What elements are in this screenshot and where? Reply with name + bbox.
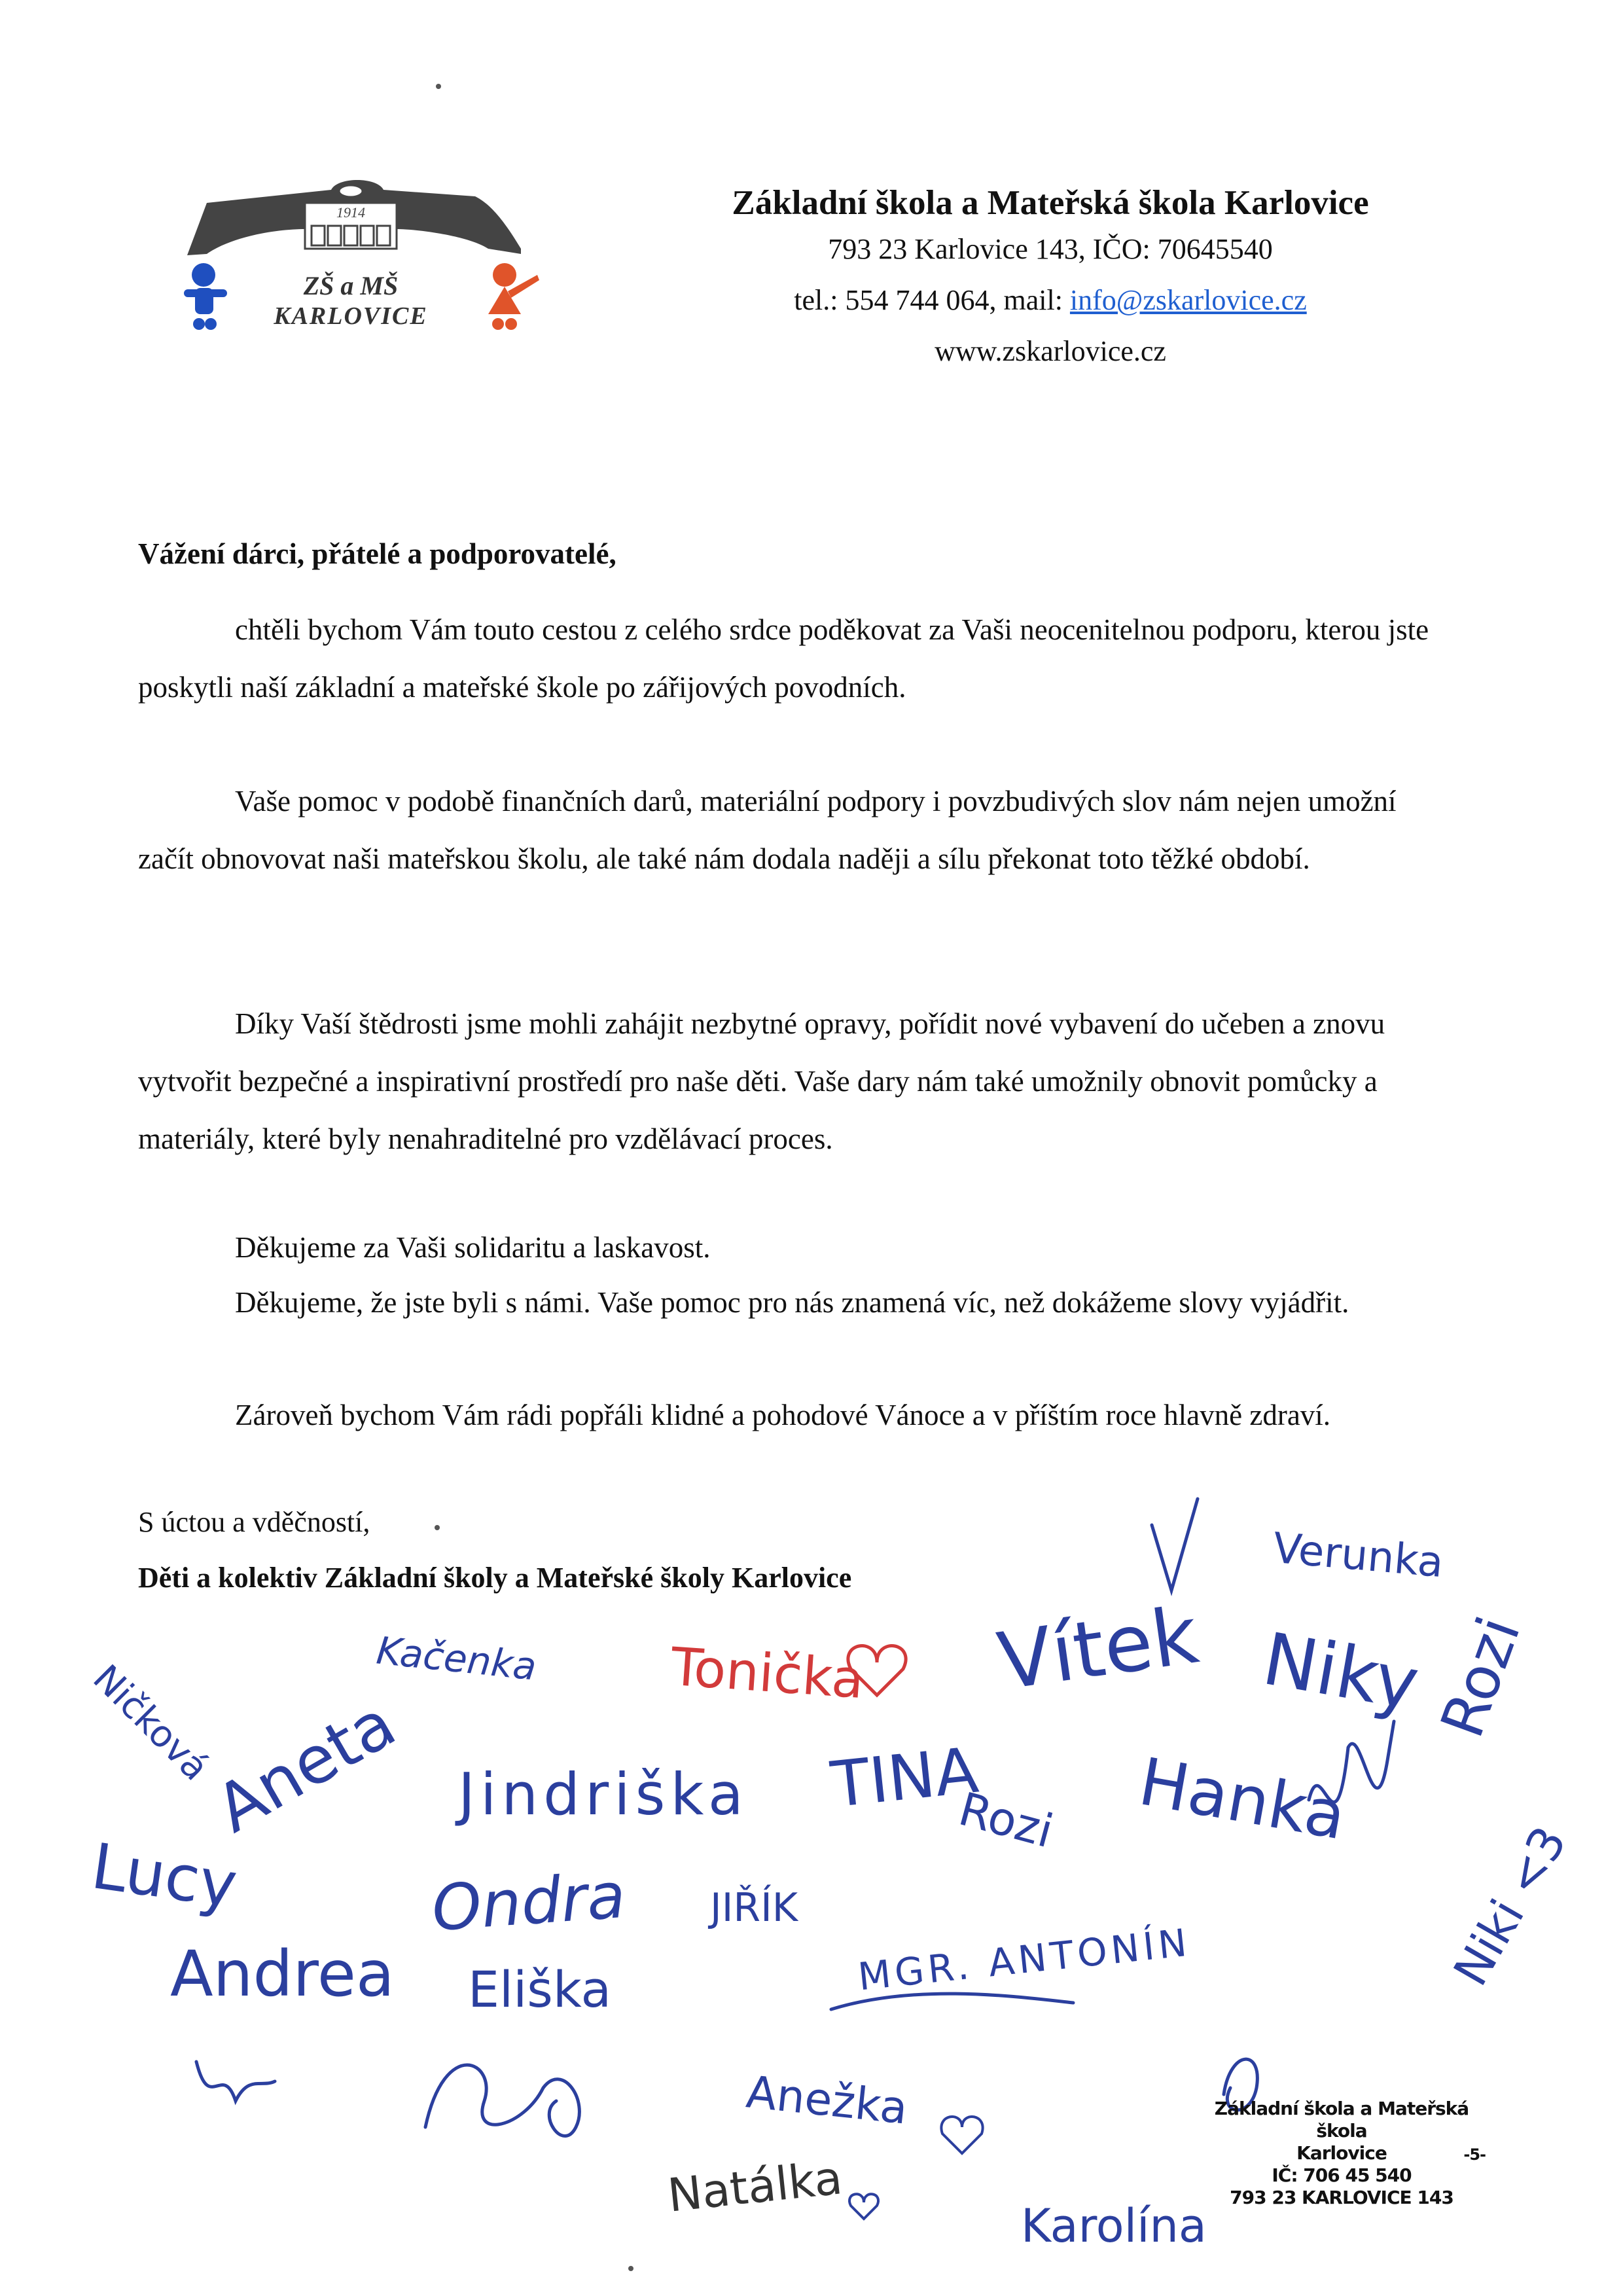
paragraph-2: Vaše pomoc v podobě finančních darů, materiální podpory i povzbudivých slov nám nejen umožní začít obnovovat naši mateřskou školu, ale také nám dodala naději a sílu překonat toto těžké období.: [138, 785, 1397, 875]
handwritten-name: Kačenka: [374, 1628, 539, 1689]
email-link[interactable]: info@zskarlovice.cz: [1069, 284, 1307, 316]
school-logo: [181, 177, 547, 347]
school-contact: [681, 275, 1420, 326]
school-web: www.zskarlovice.cz: [935, 335, 1166, 367]
handwritten-name: JIŘÍK: [710, 1885, 798, 1931]
logo-line1: ZŠ a MŠ: [303, 271, 399, 300]
handwritten-name: Hanka: [1133, 1743, 1352, 1855]
stamp-line-1: Základní škola a Mateřská škola: [1214, 2098, 1469, 2142]
handwritten-name: Natálka: [665, 2151, 845, 2223]
handwritten-name: Karolína: [1021, 2199, 1207, 2253]
school-address: 793 23 Karlovice 143, IČO: 70645540: [828, 233, 1273, 265]
scan-speck: [435, 1525, 440, 1530]
paragraph-6: Zároveň bychom Vám rádi popřáli klidné a pohodové Vánoce a v příštím roce hlavně zdraví.: [235, 1399, 1331, 1431]
handwritten-name: Lucy: [87, 1829, 241, 1922]
handwritten-name: Jindriška: [458, 1761, 749, 1828]
paragraph-4: Děkujeme za Vaši solidaritu a laskavost.: [235, 1231, 711, 1264]
handwritten-name: Niky: [1257, 1617, 1425, 1727]
handwritten-name: Rozi: [953, 1782, 1059, 1859]
paragraph-5: Děkujeme, že jste byli s námi. Vaše pomoc pro nás znamená víc, než dokážeme slovy vyjádřit.: [235, 1286, 1349, 1319]
handwritten-name: Aneta: [203, 1685, 408, 1848]
stamp-line-4: 793 23 KARLOVICE 143: [1230, 2187, 1454, 2208]
paragraph-3: Díky Vaší štědrosti jsme mohli zahájit nezbytné opravy, pořídit nové vybavení do učeben a znovu vytvořit bezpečné a inspirativní prostředí pro naše děti. Vaše dary nám také umožnily obnovit pomůcky a materiály, které byly nenahraditelné pro vzdělávací proces.: [138, 1007, 1385, 1155]
handwritten-name: Ničková: [84, 1657, 217, 1789]
handwritten-name: Rozi: [1427, 1608, 1535, 1746]
stamp-line-2: Karlovice: [1296, 2142, 1387, 2164]
school-building-icon: [181, 177, 547, 347]
scan-speck: [436, 84, 441, 89]
handwritten-name: Eliška: [468, 1960, 612, 2018]
handwritten-name: Vítek: [992, 1590, 1204, 1708]
logo-line2: KARLOVICE: [274, 302, 428, 330]
handwritten-name: Niki <3: [1442, 1817, 1577, 1995]
logo-year: 1914: [336, 204, 365, 221]
salutation: Vážení dárci, přátelé a podporovatelé,: [138, 537, 616, 570]
handwritten-name: Andrea: [170, 1937, 395, 2011]
contact-prefix: tel.: 554 744 064, mail:: [794, 284, 1070, 316]
handwritten-name: Verunka: [1271, 1524, 1446, 1588]
handwritten-name: Anežka: [743, 2066, 910, 2135]
handwritten-name: MGR. ANTONÍN: [855, 1920, 1193, 2000]
stamp-line-3: IČ: 706 45 540: [1272, 2164, 1412, 2186]
letterhead: [681, 182, 1420, 377]
stamp-mark: -5-: [1463, 2145, 1486, 2164]
handwritten-name: TINA: [827, 1733, 982, 1822]
school-name: Základní škola a Mateřská škola Karlovice: [732, 184, 1369, 222]
handwritten-name: Tonička: [669, 1636, 866, 1711]
scan-speck: [628, 2266, 633, 2271]
signature-line: Děti a kolektiv Základní školy a Mateřské školy Karlovice: [138, 1562, 852, 1594]
handwritten-name: Ondra: [429, 1858, 628, 1946]
school-stamp: [1204, 2098, 1486, 2209]
paragraph-1: chtěli bychom Vám touto cestou z celého srdce poděkovat za Vaši neocenitelnou podporu, kterou jste poskytli naší základní a mateřské škole po zářijových povodních.: [138, 613, 1429, 704]
closing: S úctou a vděčností,: [138, 1506, 370, 1538]
